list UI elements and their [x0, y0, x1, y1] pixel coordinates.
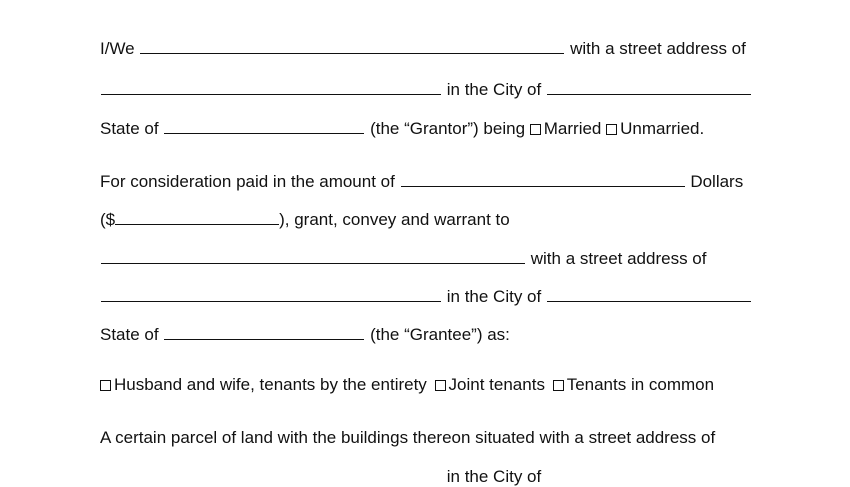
grantee-name-line [100, 248, 707, 269]
married-label: Married [543, 119, 602, 138]
unmarried-checkbox[interactable] [606, 124, 617, 135]
grantee-name-field[interactable] [101, 248, 525, 264]
grantee-state-line [100, 324, 510, 345]
consideration-line [100, 171, 743, 192]
tenants-in-common-label: Tenants in common [566, 375, 715, 394]
grantor-role-label: (the “Grantor”) being [370, 119, 526, 138]
grantor-name-line [100, 38, 746, 59]
tenancy-options-line [100, 375, 714, 395]
grantor-street-field[interactable] [101, 79, 441, 95]
tenants-in-common-checkbox[interactable] [553, 380, 564, 391]
grantor-city-line [100, 79, 752, 100]
married-checkbox[interactable] [530, 124, 541, 135]
parcel-text: A certain parcel of land with the buildings thereon situated with a street address of [100, 428, 716, 447]
grantee-street-label: with a street address of [530, 249, 707, 268]
amount-numeric-field[interactable] [115, 209, 279, 225]
grantee-street-field[interactable] [101, 286, 441, 302]
grantor-state-line [100, 118, 704, 139]
joint-tenants-label: Joint tenants [448, 375, 545, 394]
dollar-open-label: ($ [100, 210, 116, 229]
consideration-words-field[interactable] [401, 171, 685, 187]
iwe-label: I/We [100, 39, 135, 58]
amount-line [100, 209, 510, 230]
grantor-city-field[interactable] [547, 79, 751, 95]
unmarried-label: Unmarried. [620, 119, 705, 138]
consideration-label: For consideration paid in the amount of [100, 172, 395, 191]
grantee-city-label: in the City of [446, 287, 542, 306]
grantor-street-label: with a street address of [570, 39, 746, 58]
parcel-street-field[interactable] [101, 466, 441, 482]
grantee-city-line [100, 286, 752, 307]
grantor-state-label: State of [100, 119, 159, 138]
joint-tenants-checkbox[interactable] [435, 380, 446, 391]
grantee-city-field[interactable] [547, 286, 751, 302]
dollars-label: Dollars [690, 172, 744, 191]
grant-label: ), grant, convey and warrant to [279, 210, 510, 229]
husband-wife-checkbox[interactable] [100, 380, 111, 391]
grantor-name-field[interactable] [140, 38, 564, 54]
grantee-role-label: (the “Grantee”) as: [370, 325, 510, 344]
grantor-state-field[interactable] [164, 118, 364, 134]
grantee-state-label: State of [100, 325, 159, 344]
parcel-city-line [100, 466, 541, 487]
grantor-city-label: in the City of [446, 80, 542, 99]
parcel-line [100, 428, 715, 448]
parcel-city-label: in the City of [446, 467, 542, 486]
grantee-state-field[interactable] [164, 324, 364, 340]
husband-wife-label: Husband and wife, tenants by the entirety [114, 375, 427, 394]
